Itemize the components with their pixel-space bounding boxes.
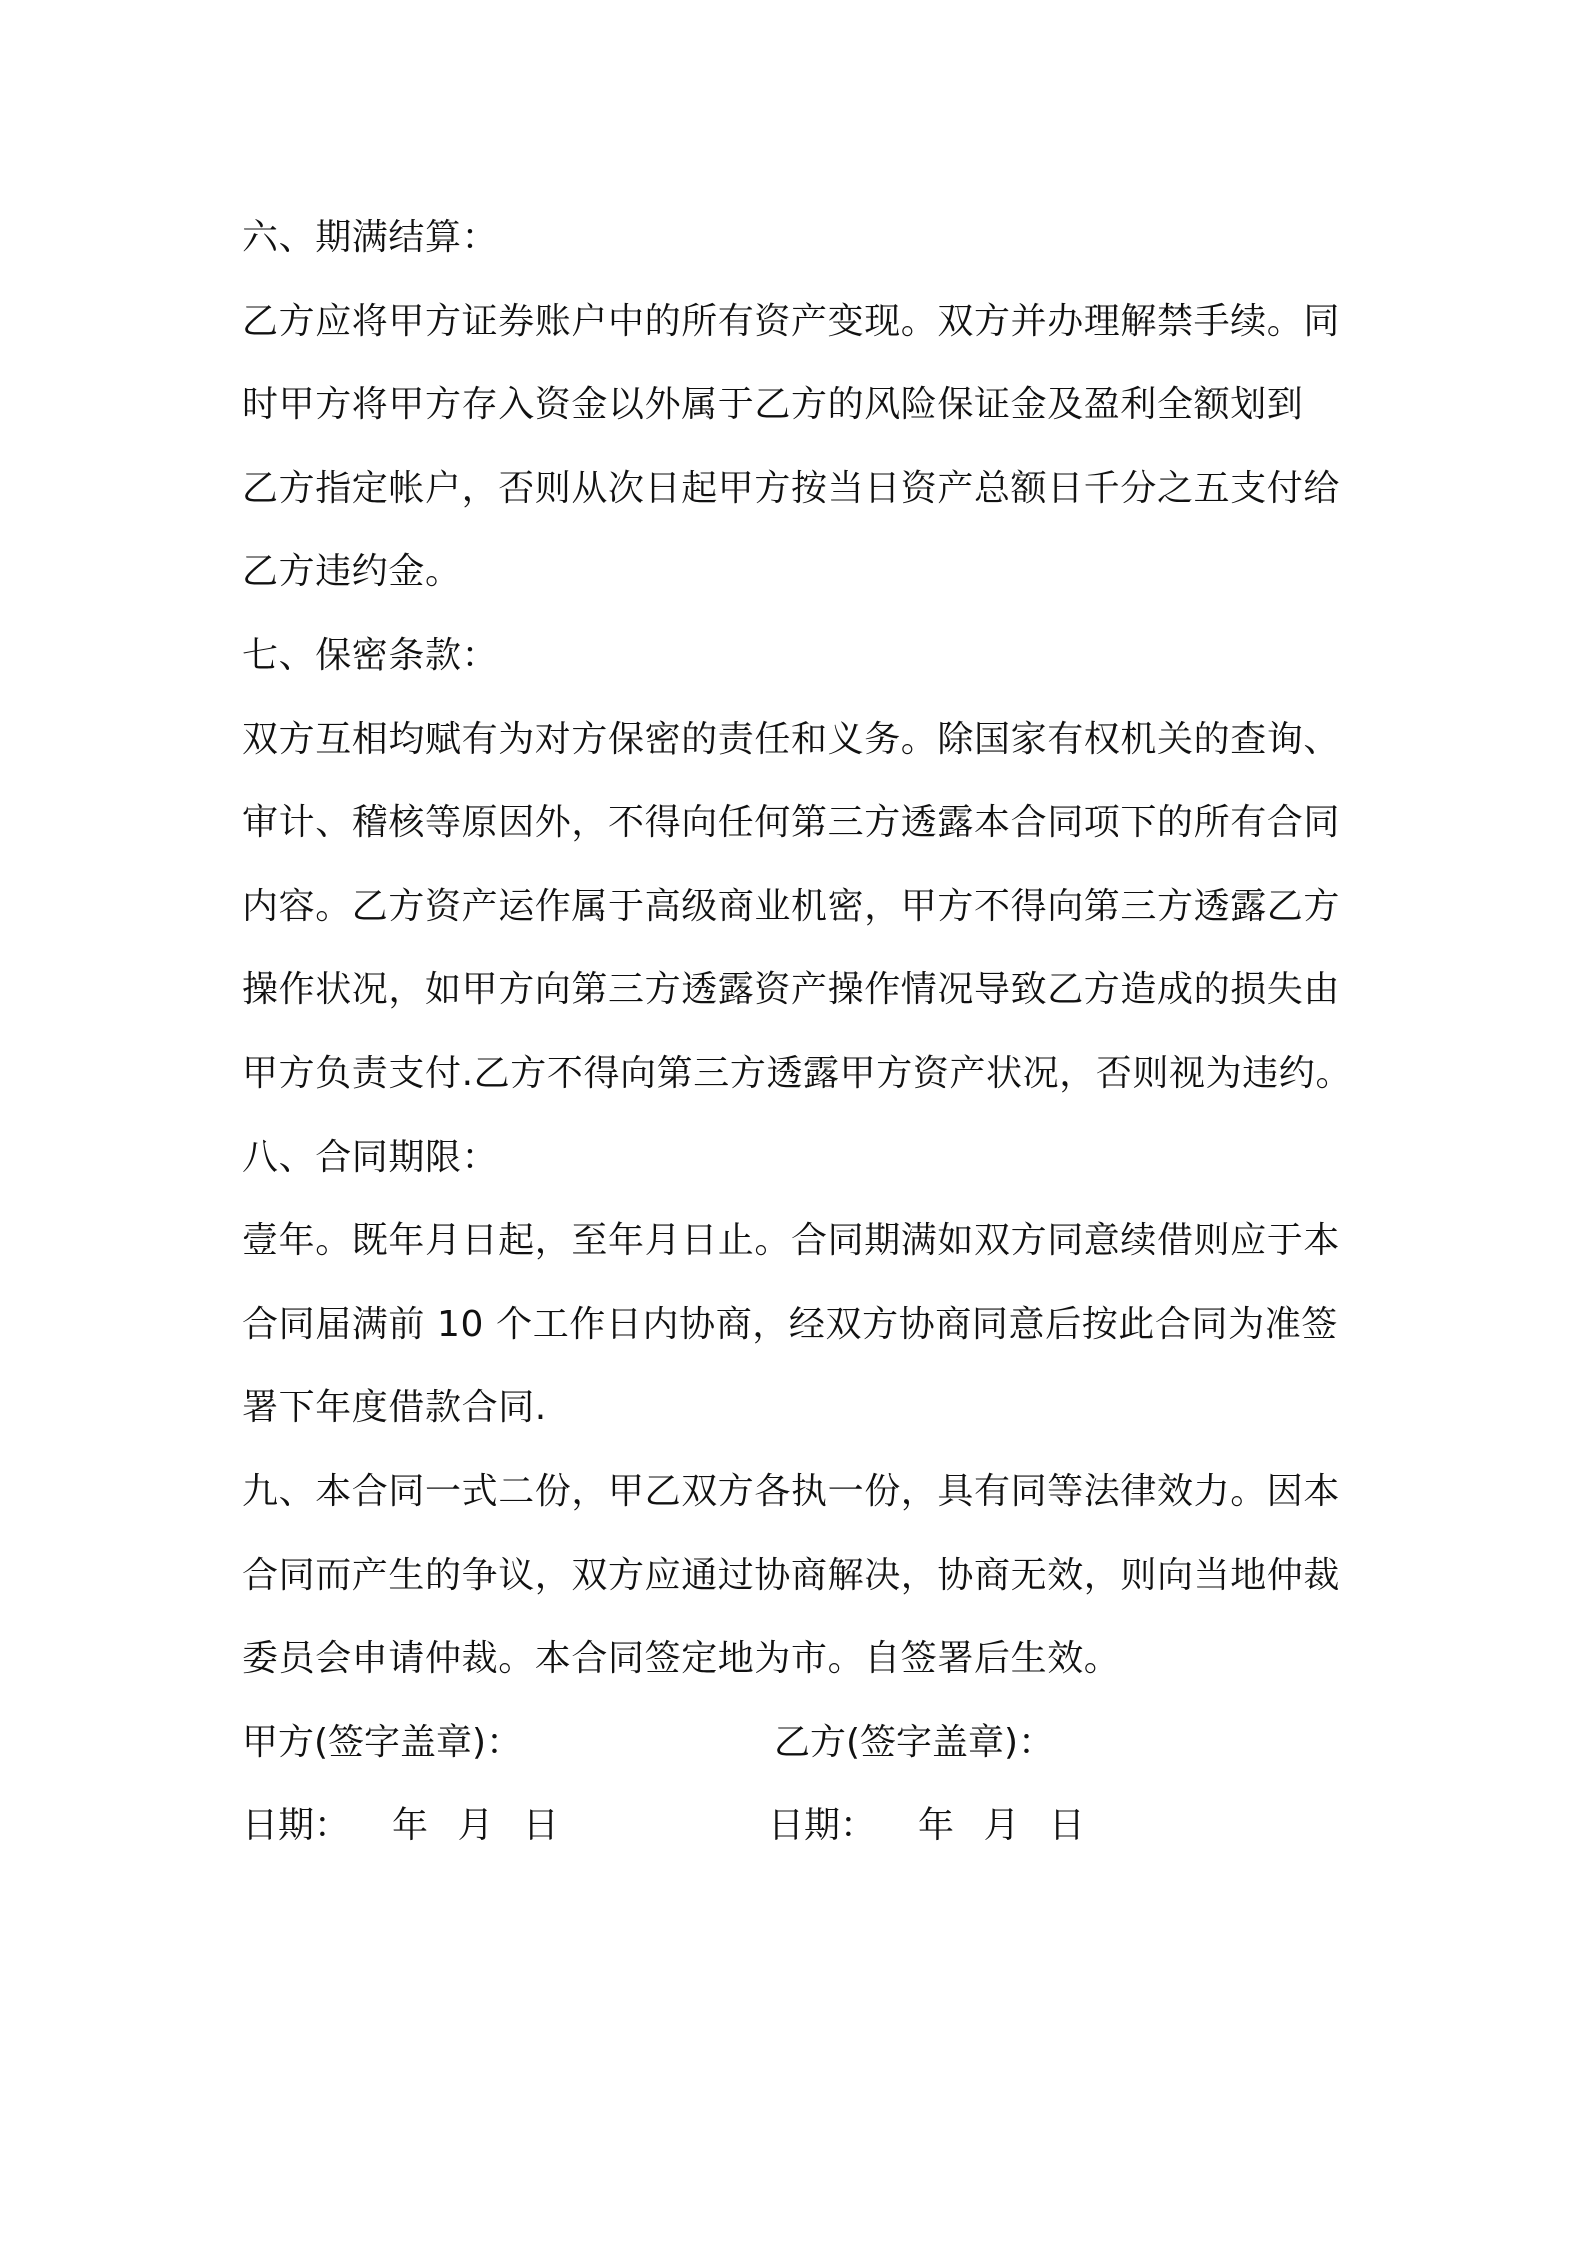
section-heading-confidentiality: 七、保密条款： <box>242 634 499 676</box>
paragraph-line: 壹年。既年月日起，至年月日止。合同期满如双方同意续借则应于本 <box>242 1220 1341 1262</box>
paragraph-line: 内容。乙方资产运作属于高级商业机密，甲方不得向第三方透露乙方 <box>242 885 1341 927</box>
paragraph-line: 乙方指定帐户，否则从次日起甲方按当日资产总额日千分之五支付给 <box>242 467 1341 509</box>
section-heading-copies: 九、本合同一式二份，甲乙双方各执一份，具有同等法律效力。因本 <box>242 1470 1341 1512</box>
party-b-date-ymd: 年 月 日 <box>918 1805 1085 1847</box>
party-b-signature-label: 乙方(签字盖章)： <box>774 1721 1055 1763</box>
section-heading-settlement: 六、期满结算： <box>242 217 499 258</box>
paragraph-line: 双方互相均赋有为对方保密的责任和义务。除国家有权机关的查询、 <box>242 718 1341 760</box>
paragraph-line: 乙方应将甲方证券账户中的所有资产变现。双方并办理解禁手续。同 <box>242 300 1341 342</box>
paragraph-line: 甲方负责支付.乙方不得向第三方透露甲方资产状况，否则视为违约。 <box>242 1052 1353 1094</box>
paragraph-line: 时甲方将甲方存入资金以外属于乙方的风险保证金及盈利全额划到 <box>242 384 1304 426</box>
paragraph-line: 署下年度借款合同. <box>242 1387 547 1429</box>
date-row <box>242 1784 1352 1868</box>
paragraph-line: 审计、稽核等原因外，不得向任何第三方透露本合同项下的所有合同 <box>242 802 1341 844</box>
party-b-date <box>768 1784 1085 1868</box>
document-body <box>242 196 1352 1868</box>
paragraph-line: 操作状况，如甲方向第三方透露资产操作情况导致乙方造成的损失由 <box>242 969 1341 1011</box>
party-a-date <box>242 1784 559 1868</box>
paragraph-line: 合同而产生的争议，双方应通过协商解决，协商无效，则向当地仲裁 <box>242 1554 1341 1596</box>
paragraph-line: 合同届满前 10 个工作日内协商，经双方协商同意后按此合同为准签 <box>242 1303 1338 1345</box>
party-a-signature-label: 甲方(签字盖章)： <box>242 1721 523 1763</box>
paragraph-line: 委员会申请仲裁。本合同签定地为市。自签署后生效。 <box>242 1638 1121 1680</box>
party-b-date-label: 日期： <box>768 1805 877 1847</box>
paragraph-line: 乙方违约金。 <box>242 551 462 593</box>
party-a-date-label: 日期： <box>242 1805 351 1847</box>
section-heading-term: 八、合同期限： <box>242 1136 499 1178</box>
party-a-date-ymd: 年 月 日 <box>392 1805 559 1847</box>
signature-row <box>242 1701 1352 1785</box>
